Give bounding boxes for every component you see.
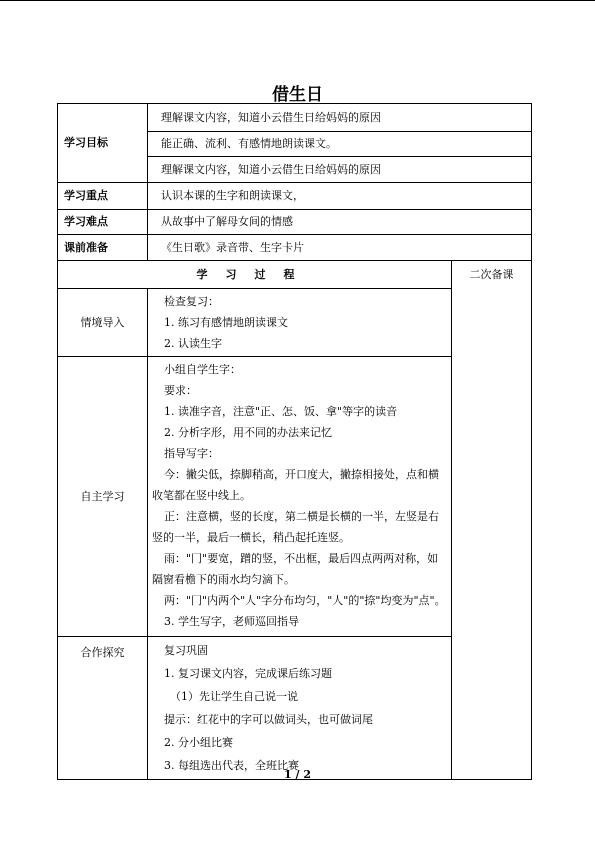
section-line: 1. 读准字音，注意"正、怎、饭、拿"等字的读音 xyxy=(164,405,398,418)
top-rule xyxy=(0,0,595,1)
process-header: 学习过程 xyxy=(58,261,452,289)
section-line: 2. 分小组比赛 xyxy=(164,736,233,749)
page-number: 1 / 2 xyxy=(284,768,311,781)
section-content xyxy=(148,289,452,357)
section-line: 2. 分析字形，用不同的办法来记忆 xyxy=(164,426,332,439)
page-title: 借生日 xyxy=(272,85,323,105)
difficulties-text: 从故事中了解母女间的情感 xyxy=(148,210,532,235)
section-line: 3. 学生写字，老师巡回指导 xyxy=(164,615,299,628)
preparation-text: 《生日歌》录音带、生字卡片 xyxy=(148,235,532,261)
section-name: 合作探究 xyxy=(58,637,148,780)
objective-item: 理解课文内容，知道小云借生日给妈妈的原因 xyxy=(148,104,532,132)
difficulties-label: 学习难点 xyxy=(58,210,148,235)
section-content xyxy=(148,637,452,780)
section-line: 2. 认读生字 xyxy=(164,337,222,350)
key-points-text: 认识本课的生字和朗读课文， xyxy=(148,183,532,210)
key-points-label: 学习重点 xyxy=(58,183,148,210)
section-content xyxy=(148,357,452,637)
preparation-label: 课前准备 xyxy=(58,235,148,261)
section-name: 自主学习 xyxy=(58,357,148,637)
section-line: 小组自学生字： xyxy=(164,363,241,376)
section-line: 正：注意横，竖的长度，第二横是长横的一半，左竖是右竖的一半，最后一横长，稍凸起托连竖。 xyxy=(152,510,439,544)
section-line: 1. 练习有感情地朗读课文 xyxy=(164,316,288,329)
section-line: 雨："冂"要宽，蹭的竖，不出框，最后四点两两对称，如隔窗看檐下的雨水均匀滴下。 xyxy=(152,552,439,586)
objectives-label: 学习目标 xyxy=(58,104,148,183)
section-line: 检查复习： xyxy=(164,295,219,308)
preparation-row xyxy=(58,235,532,261)
objective-row xyxy=(58,104,532,132)
difficulties-row xyxy=(58,210,532,235)
section-line: 提示：红花中的字可以做词头，也可做词尾 xyxy=(164,713,373,726)
second-prep-header: 二次备课 xyxy=(469,268,514,281)
section-line: 3. 每组选出代表，全班比赛 xyxy=(164,759,299,772)
objective-item: 理解课文内容，知道小云借生日给妈妈的原因 xyxy=(148,157,532,183)
section-line: （1）先让学生自己说一说 xyxy=(170,690,298,703)
section-line: 两："冂"内两个"人"字分布均匀，"人"的"捺"均变为"点"。 xyxy=(164,594,446,607)
objective-item: 能正确、流利、有感情地朗读课文。 xyxy=(148,132,532,157)
lesson-plan-table xyxy=(57,103,532,780)
section-line: 今：撇尖低，捺脚稍高，开口度大，撇捺相接处，点和横收笔都在竖中线上。 xyxy=(152,468,439,502)
section-line: 复习巩固 xyxy=(164,644,208,657)
key-points-row xyxy=(58,183,532,210)
section-line: 指导写字： xyxy=(164,447,219,460)
process-header-row xyxy=(58,261,532,289)
section-name: 情境导入 xyxy=(58,289,148,357)
section-line: 要求： xyxy=(164,384,197,397)
section-line: 1. 复习课文内容，完成课后练习题 xyxy=(164,667,332,680)
